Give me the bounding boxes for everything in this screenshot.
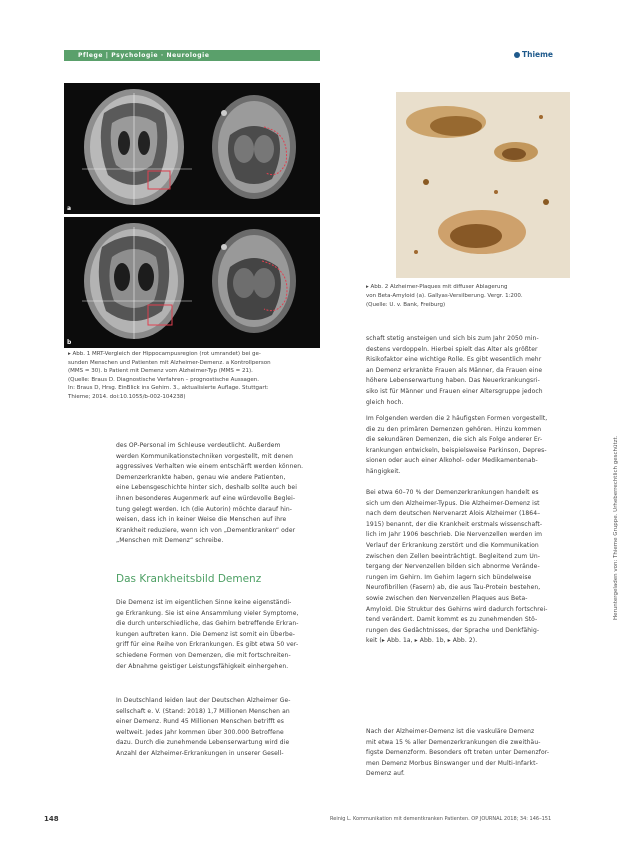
text-line: zwischen den Zellen beeinträchtigt. Begleitend zum Un- (366, 552, 541, 560)
text-line: schiedene Formen von Demenzen, die mit fortschreiten- (116, 651, 291, 659)
text-line: Demenz auf. (366, 770, 405, 778)
mri-image-panel-a (64, 83, 320, 214)
text-line: sionen oder auch einer Alkohol- oder Medikamentenab- (366, 457, 538, 465)
text-line: ge Erkrankung. Sie ist eine Ansammlung vieler Symptome, (116, 609, 299, 617)
mri-scan-b (64, 217, 320, 348)
text-line: eine Lebensgeschichte hinter sich, deshalb sollte auch bei (116, 484, 297, 492)
text-line: destens verdoppeln. Hierbei spielt das Alter als größter (366, 345, 538, 353)
text-line: des OP-Personal im Schleuse verdeutlicht. Außerdem (116, 442, 281, 449)
text-line: sellschaft e. V. (Stand: 2018) 1,7 Millionen Menschen an (116, 707, 290, 715)
section-heading: Das Krankheitsbild Demenz (116, 573, 262, 585)
text-line: Verlauf der Erkrankung zerstört und die Kommunikation (366, 541, 539, 549)
text-line: gleich hoch. (366, 398, 404, 406)
text-line: tergang der Nervenzellen bilden sich abnorme Verände- (366, 563, 540, 571)
text-line: rungen des Gedächtnisses, der Sprache und Denkfähig- (366, 626, 540, 634)
text-line: Krankheit reduziere, wenn ich von „Dementkranken“ oder (116, 526, 296, 534)
left-paragraph-2 (116, 598, 334, 672)
text-line: Amyloid. Die Struktur des Gehirns wird dadurch fortschrei- (366, 605, 548, 613)
text-line: nach dem deutschen Nervenarzt Alois Alzheimer (1864– (366, 510, 541, 518)
text-line: mit etwa 15 % aller Demenzerkrankungen die zweithäu- (366, 738, 541, 746)
text-line: tend verändert. Damit kommt es zu zunehmenden Stö- (366, 616, 538, 624)
text-line: der Abnahme geistiger Leistungsfähigkeit einhergehen. (116, 662, 289, 670)
caption-line: In: Braus D, Hrsg. EinBlick ins Gehirn. 3., aktualisierte Auflage. Stuttgart: (68, 385, 269, 392)
text-line: sowie zwischen den Nervenzellen Plaques aus Beta- (366, 594, 528, 602)
text-line: Demenzerkrankte haben, genau wie andere Patienten, (116, 473, 286, 481)
text-line: an Demenz erkrankte Frauen als Männer, da Frauen eine (366, 366, 543, 374)
text-line: 1915) benannt, der die Krankheit erstmals wissenschaft- (366, 520, 543, 528)
text-line: men Demenz Morbus Binswanger und der Multi-Infarkt- (366, 759, 538, 767)
text-line: dazu. Durch die zunehmende Lebenserwartung wird die (116, 739, 290, 747)
text-line: keit (▸ Abb. 1a, ▸ Abb. 1b, ▸ Abb. 2). (366, 637, 478, 645)
text-line: die durch unterschiedliche, das Gehirn betreffende Erkran- (116, 620, 299, 628)
text-line: Die Demenz ist im eigentlichen Sinne keine eigenständi- (116, 599, 292, 606)
caption-line: ▸ Abb. 2 Alzheimer-Plaques mit diffuser Ablagerung (366, 284, 508, 290)
text-line: hängigkeit. (366, 467, 401, 475)
text-line: aggressives Verhalten wie einem entschärft werden können. (116, 463, 304, 471)
right-paragraph-2 (366, 414, 588, 478)
left-paragraph-1 (116, 441, 334, 547)
text-line: weltweit. Jedes Jahr kommen über 300.000 Betroffene (116, 728, 284, 736)
text-line: griff für eine Reihe von Erkrankungen. Es gibt etwa 50 ver- (116, 641, 299, 649)
text-line: krankungen entwickeln, beispielsweise Parkinson, Depres- (366, 446, 547, 454)
text-line: Anzahl der Alzheimer-Erkrankungen in unserer Gesell- (116, 749, 284, 757)
text-line: die zu den primären Demenzen gehören. Hinzu kommen (366, 425, 542, 433)
caption-line: Thieme; 2014. doi:10.1055/b-002-104238) (68, 393, 186, 400)
panel-label-a: a (67, 205, 72, 212)
plaque-micrograph (396, 92, 570, 278)
logo-icon (514, 52, 520, 58)
mri-image-panel-b (64, 217, 320, 348)
text-line: figste Demenzform. Besonders oft treten unter Demenzfor- (366, 749, 550, 757)
section-label: Pflege | Psychologie · Neurologie (78, 52, 210, 59)
publisher-logo (514, 50, 553, 59)
histology-image (396, 92, 570, 278)
text-line: sich um den Alzheimer-Typus. Die Alzheimer-Demenz ist (366, 499, 540, 507)
text-line: rungen im Gehirn. Im Gehirn lagern sich bündelweise (366, 573, 532, 581)
panel-label-b: b (67, 339, 72, 346)
text-line: werden Kommunikationstechniken vorgestellt, mit denen (116, 452, 294, 460)
right-paragraph-1 (366, 334, 588, 408)
left-paragraph-3 (116, 696, 334, 760)
journal-reference: Reinig L. Kommunikation mit dementkranken Patienten. OP JOURNAL 2018; 34: 146–151 (330, 816, 552, 822)
text-line: einer Demenz. Rund 45 Millionen Menschen betrifft es (116, 718, 285, 726)
text-line: Im Folgenden werden die 2 häufigsten Formen vorgestellt, (366, 415, 548, 422)
text-line: Neurofibrillen (Fasern) ab, die aus Tau-Protein bestehen, (366, 584, 541, 592)
text-line: In Deutschland leiden laut der Deutschen Alzheimer Ge- (116, 697, 291, 704)
caption-line: von Beta-Amyloid (a). Gallyas-Versilberung. Vergr. 1:200. (366, 293, 523, 299)
text-line: Nach der Alzheimer-Demenz ist die vaskuläre Demenz (366, 728, 535, 735)
text-line: „Menschen mit Demenz“ schreibe. (116, 537, 224, 545)
caption-line: (Quelle: Braus D. Diagnostische Verfahren – prognostische Aussagen. (68, 376, 260, 383)
text-line: lich im Jahr 1906 beschrieb. Die Nervenzellen werden im (366, 531, 543, 539)
text-line: weisen, dass ich in keiner Weise die Menschen auf ihre (116, 516, 287, 524)
text-line: siko ist für Männer und Frauen einer Altersgruppe jedoch (366, 387, 543, 395)
mri-scan-a (64, 83, 320, 214)
text-line: ihnen besonderes Augenmerk auf eine würdevolle Beglei- (116, 494, 296, 502)
section-header-bar (64, 50, 320, 61)
text-line: Risikofaktor eine wichtige Rolle. Es gibt wesentlich mehr (366, 356, 542, 364)
text-line: kungen auftreten kann. Die Demenz ist somit ein Überbe- (116, 630, 295, 638)
text-line: die sekundären Demenzen, die sich als Folge anderer Er- (366, 436, 543, 444)
logo-text: Thieme (522, 50, 554, 59)
text-line: schaft stetig ansteigen und sich bis zum Jahr 2050 min- (366, 335, 539, 342)
right-paragraph-3 (366, 488, 588, 647)
caption-line: ▸ Abb. 1 MRT-Vergleich der Hippocampusregion (rot umrandet) bei ge- (68, 351, 261, 357)
right-paragraph-4 (366, 727, 588, 780)
figure-2-caption (366, 283, 586, 310)
text-line: höhere Lebenserwartung haben. Das Neuerkrankungsri- (366, 377, 540, 385)
caption-line: sunden Menschen und Patienten mit Alzheimer-Demenz. a Kontrollperson (68, 359, 271, 366)
figure-1-caption (68, 350, 322, 402)
side-copyright-note: Heruntergeladen von: Thieme Gruppe. Urheberrechtlich geschützt. (613, 435, 619, 620)
text-line: Bei etwa 60–70 % der Demenzerkrankungen handelt es (366, 489, 539, 496)
page-number: 148 (44, 815, 59, 823)
text-line: tung gelegt werden. Ich (die Autorin) möchte darauf hin- (116, 505, 293, 513)
caption-line: (Quelle: U. v. Bank, Freiburg) (366, 302, 446, 308)
caption-line: (MMS = 30). b Patient mit Demenz vom Alzheimer-Typ (MMS = 21). (68, 368, 253, 375)
